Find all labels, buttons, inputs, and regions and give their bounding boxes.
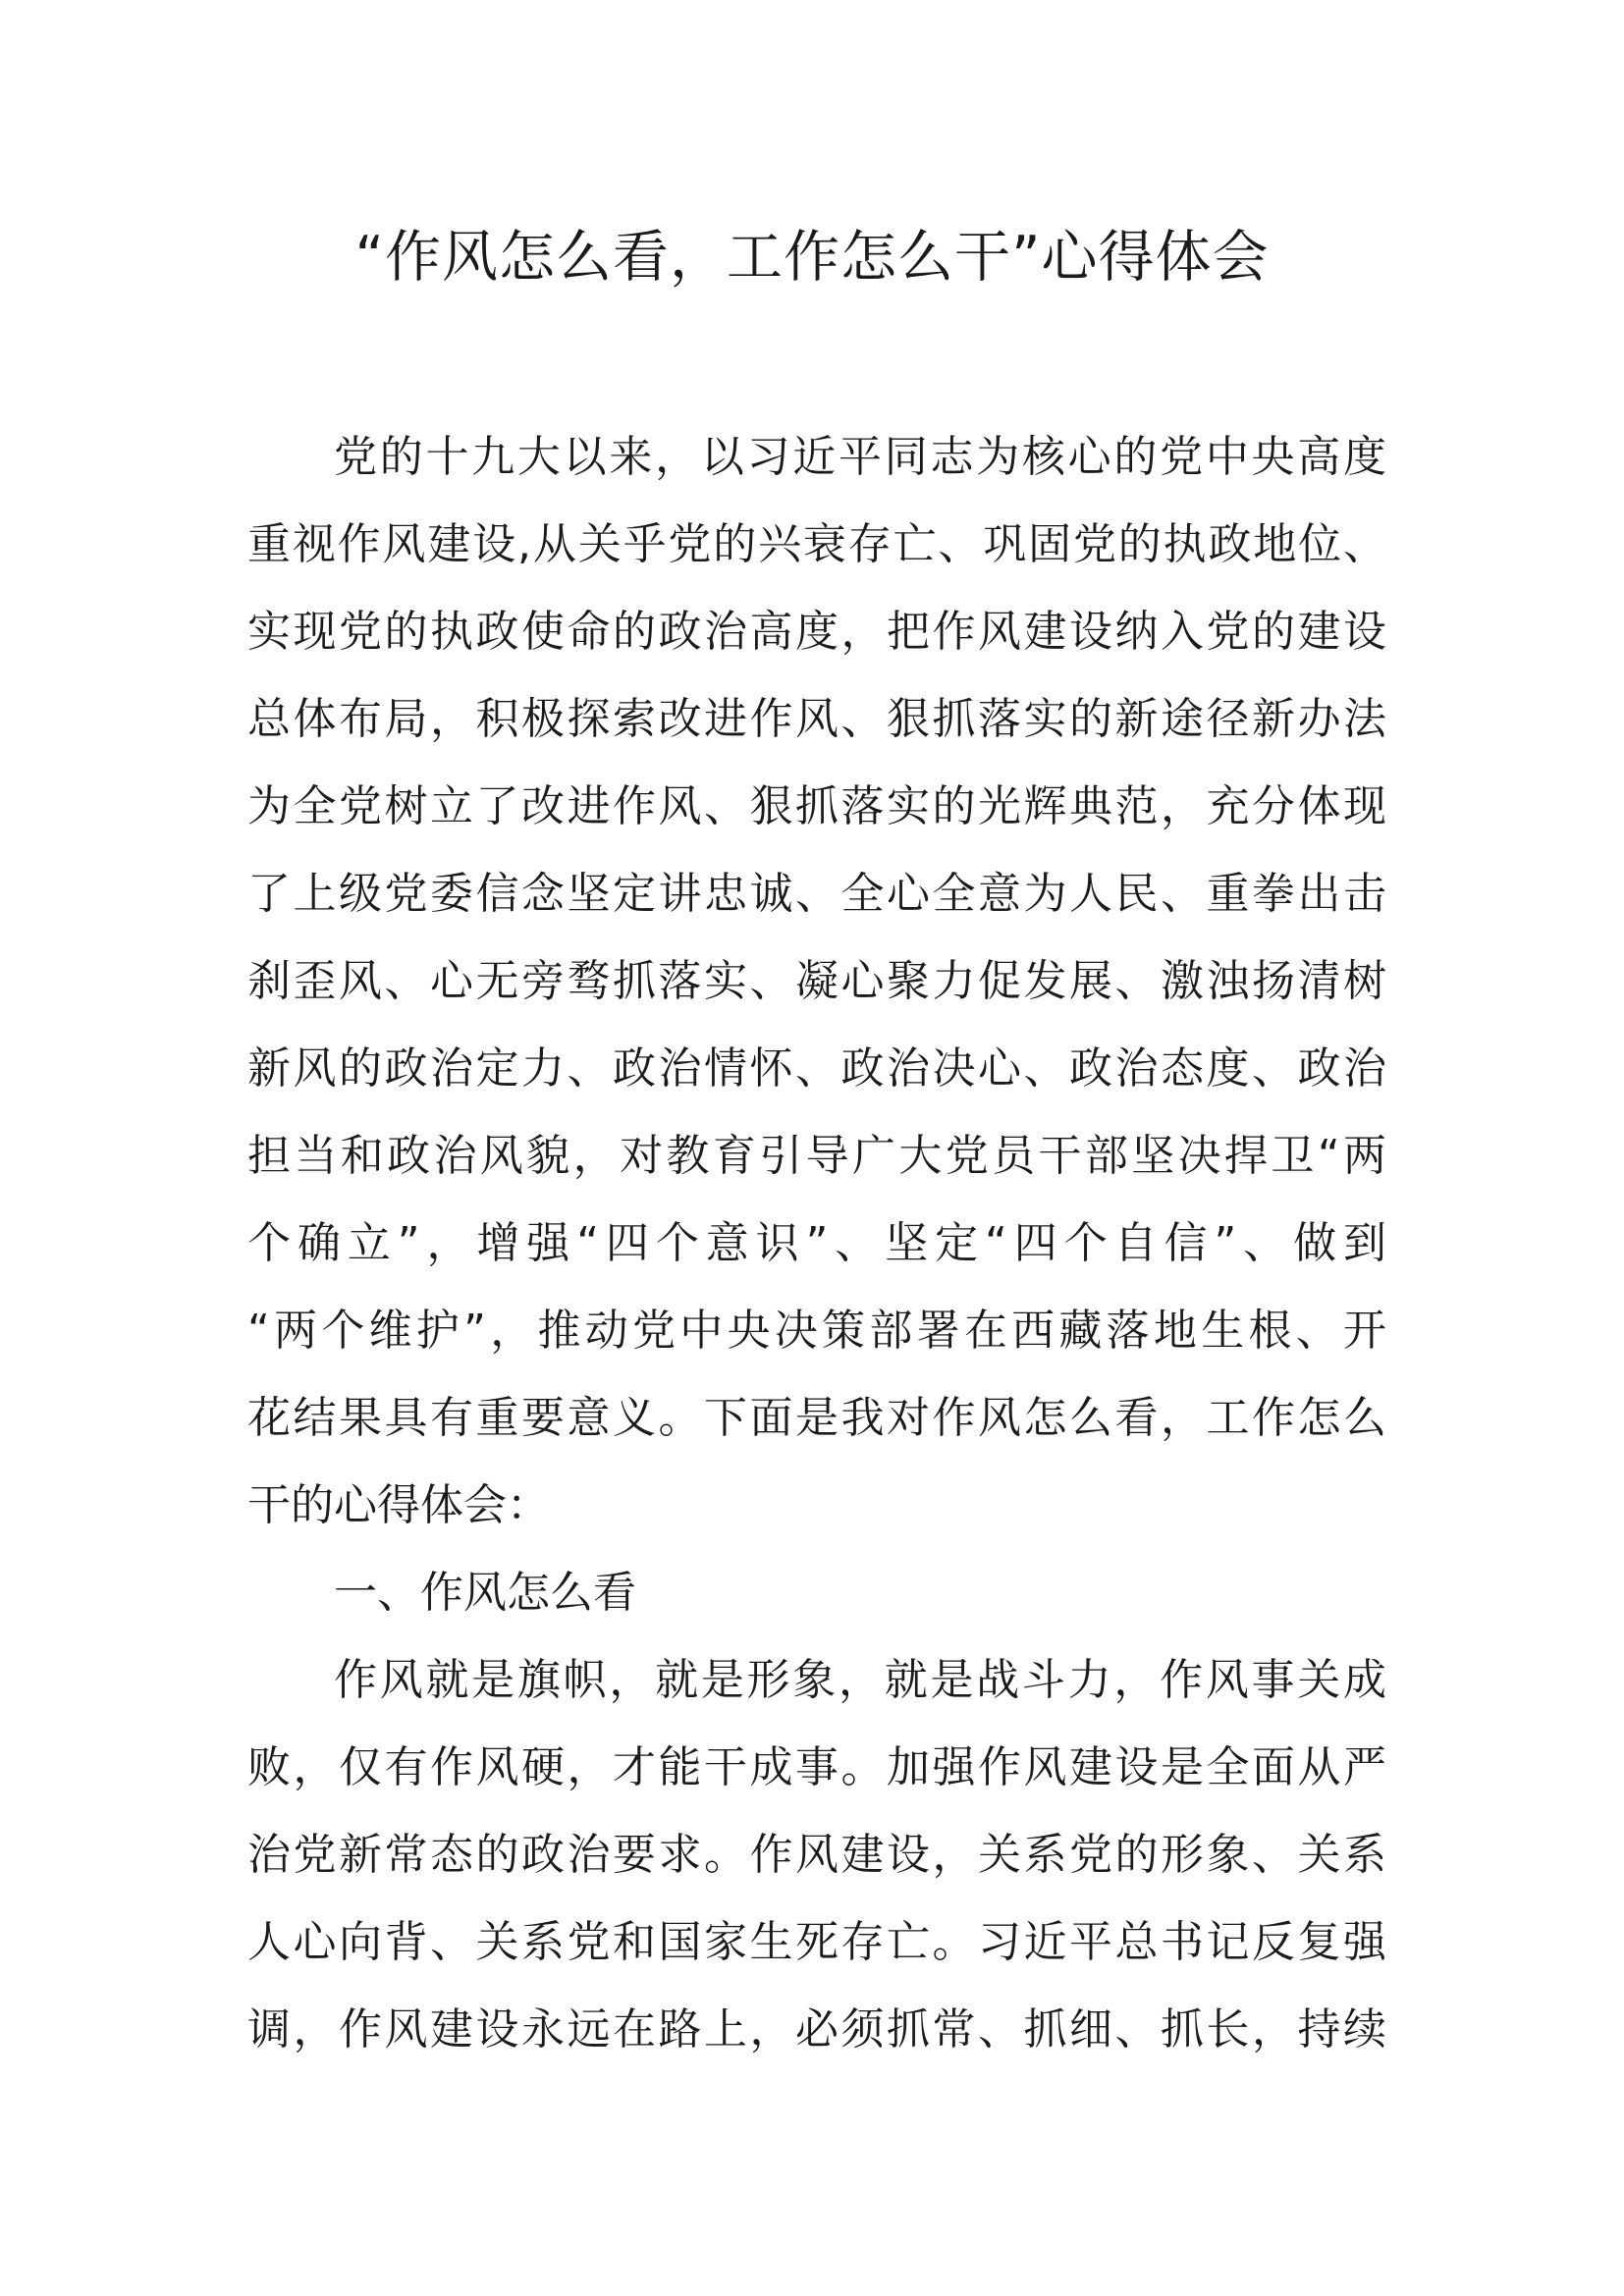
document-title: “作风怎么看，工作怎么干”心得体会 xyxy=(354,225,1270,290)
paragraph-line: 调，作风建设永远在路上，必须抓常、抓细、抓长，持续 xyxy=(247,2004,1386,2055)
document-body xyxy=(247,413,1386,2073)
paragraph-line: “两个维护”，推动党中央决策部署在西藏落地生根、开 xyxy=(247,1306,1386,1356)
section-heading: 一、作风怎么看 xyxy=(334,1568,636,1618)
paragraph-line: 治党新常态的政治要求。作风建设，关系党的形象、关系 xyxy=(247,1830,1386,1880)
paragraph-line: 总体布局，积极探索改进作风、狠抓落实的新途径新办法 xyxy=(247,694,1386,744)
paragraph-line: 担当和政治风貌，对教育引导广大党员干部坚决捍卫“两 xyxy=(247,1131,1386,1181)
paragraph-line: 为全党树立了改进作风、狠抓落实的光辉典范，充分体现 xyxy=(247,781,1386,831)
paragraph-line: 干的心得体会： xyxy=(247,1480,550,1530)
paragraph-line: 败，仅有作风硬，才能干成事。加强作风建设是全面从严 xyxy=(247,1742,1386,1792)
paragraph-line: 重视作风建设,从关乎党的兴衰存亡、巩固党的执政地位、 xyxy=(247,519,1386,569)
paragraph-line: 党的十九大以来，以习近平同志为核心的党中央高度 xyxy=(334,432,1386,482)
paragraph-line: 新风的政治定力、政治情怀、政治决心、政治态度、政治 xyxy=(247,1043,1386,1094)
paragraph-line: 刹歪风、心无旁骛抓落实、凝心聚力促发展、激浊扬清树 xyxy=(247,956,1386,1006)
paragraph-line: 作风就是旗帜，就是形象，就是战斗力，作风事关成 xyxy=(334,1655,1386,1705)
paragraph-line: 实现党的执政使命的政治高度，把作风建设纳入党的建设 xyxy=(247,607,1386,657)
paragraph-line: 了上级党委信念坚定讲忠诚、全心全意为人民、重拳出击 xyxy=(247,869,1386,919)
paragraph-line: 人心向背、关系党和国家生死存亡。习近平总书记反复强 xyxy=(247,1917,1386,1967)
paragraph-line: 个确立”，增强“四个意识”、坚定“四个自信”、做到 xyxy=(247,1218,1386,1268)
paragraph-line: 花结果具有重要意义。下面是我对作风怎么看，工作怎么 xyxy=(247,1393,1386,1443)
